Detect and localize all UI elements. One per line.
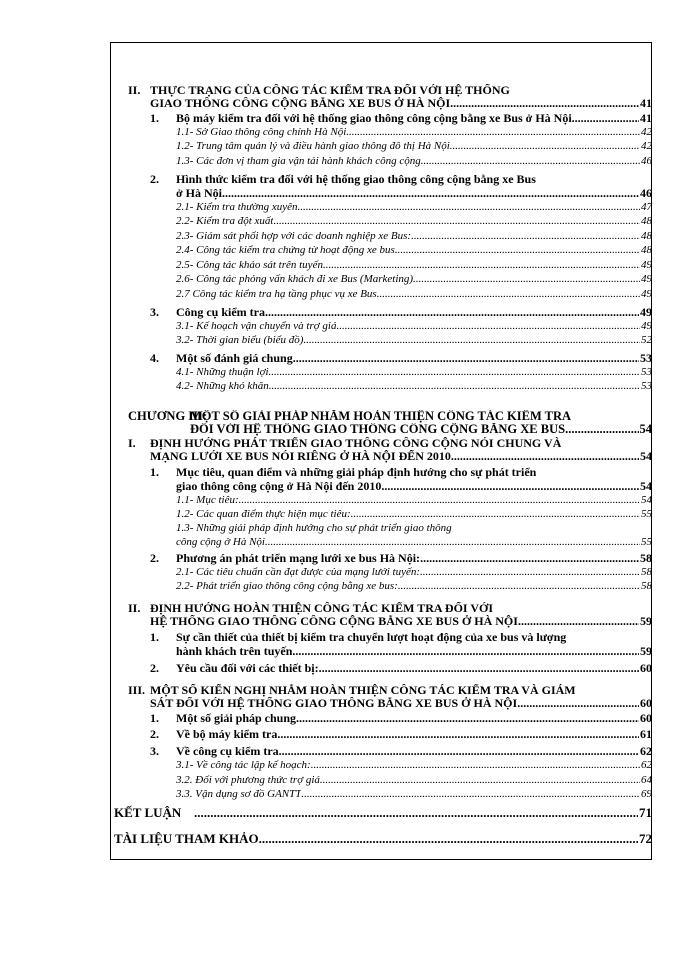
toc-subentry-cont: công cộng ở Hà Nội ..... 55 xyxy=(176,536,652,549)
toc-entry-cont: hành khách trên tuyến ..... 59 xyxy=(176,645,652,658)
toc-subentry: 3.2. Đối với phương thức trợ giá ..... 64 xyxy=(176,774,652,787)
toc-subentry: 2.3- Giám sát phối hợp với các doanh nghiệp xe Bus: ..... 48 xyxy=(176,230,652,243)
toc-chapter-iii: CHƯƠNG III: MỘT SỐ GIẢI PHÁP NHẰM HOÀN THIỆN CÔNG TÁC KIỂM TRA xyxy=(128,409,572,423)
toc-references: TÀI LIỆU THAM KHẢO ..... 72 xyxy=(114,831,652,846)
toc-subentry: 2.7 Công tác kiểm tra hạ tầng phục vụ xe Bus. ..... 49 xyxy=(176,288,652,301)
toc-subentry: 1.2- Các quan điểm thực hiện mục tiêu: ..... 55 xyxy=(176,508,652,521)
toc-subentry: 1.3- Các đơn vị tham gia vận tải hành khách công cộng ..... 46 xyxy=(176,155,652,168)
toc-heading-iii: III. MỘT SỐ KIẾN NGHỊ NHẰM HOÀN THIỆN CÔNG TÁC KIỂM TRA VÀ GIÁM xyxy=(128,683,576,697)
toc-entry: 1. Bộ máy kiểm tra đối với hệ thống giao thông công cộng bằng xe Bus ở Hà Nội ..... 41 xyxy=(150,112,652,125)
toc-subentry: 2.4- Công tác kiểm tra chứng từ hoạt động xe bus ..... 48 xyxy=(176,244,652,257)
toc-subentry: 1.2- Trung tâm quản lý và điều hành giao thông đô thị Hà Nội. ..... 42 xyxy=(176,140,652,153)
toc-entry: 3. Công cụ kiểm tra ..... 49 xyxy=(150,306,652,319)
toc-subentry: 1.3- Những giải pháp định hướng cho sự phát triển giao thông xyxy=(176,522,452,534)
toc-subentry: 2.2- Phát triển giao thông công cộng bằng xe bus: ..... 58 xyxy=(176,580,652,593)
toc-chapter-iii-cont: ĐỐI VỚI HỆ THỐNG GIAO THÔNG CÔNG CỘNG BẰNG XE BUS ..... 54 xyxy=(190,423,652,436)
toc-subentry: 2.6- Công tác phỏng vấn khách đi xe Bus (Marketing). ..... 49 xyxy=(176,273,652,286)
toc-subentry: 1.1- Sở Giao thông công chính Hà Nội ..... 42 xyxy=(176,126,652,139)
toc-heading-iii-cont: SÁT ĐỐI VỚI HỆ THỐNG GIAO THÔNG BẰNG XE BUS Ở HÀ NỘI ..... 60 xyxy=(150,697,652,710)
toc-entry-cont: giao thông công cộng ở Hà Nội đến 2010 ..... 54 xyxy=(176,480,652,493)
toc-subentry: 3.3. Vận dụng sơ đồ GANTT ..... 69 xyxy=(176,788,652,801)
toc-entry: 2. Yêu cầu đối với các thiết bị: ..... 60 xyxy=(150,662,652,675)
toc-subentry: 3.1- Về công tác lập kế hoạch: ..... 62 xyxy=(176,759,652,772)
toc-heading-ii: II. THỰC TRẠNG CỦA CÔNG TÁC KIỂM TRA ĐỐI VỚI HỆ THỐNG xyxy=(128,83,510,97)
toc-subentry: 2.2- Kiểm tra đột xuất ..... 48 xyxy=(176,215,652,228)
toc-subentry: 4.1- Những thuận lợi ..... 53 xyxy=(176,366,652,379)
toc-subentry: 3.1- Kế hoạch vận chuyển và trợ giá ..... 49 xyxy=(176,320,652,333)
toc-entry: 1. Mục tiêu, quan điểm và những giải pháp định hướng cho sự phát triển xyxy=(150,465,537,479)
toc-entry: 1. Sự cần thiết của thiết bị kiểm tra chuyển lượt hoạt động của xe bus và lượng xyxy=(150,630,567,644)
toc-entry: 1. Một số giải pháp chung ..... 60 xyxy=(150,712,652,725)
toc-subentry: 2.5- Công tác khảo sát trên tuyến ..... 49 xyxy=(176,259,652,272)
toc-heading-i: I. ĐỊNH HƯỚNG PHÁT TRIỂN GIAO THÔNG CÔNG CỘNG NÓI CHUNG VÀ xyxy=(128,436,562,450)
toc-entry: 2. Phương án phát triển mạng lưới xe bus Hà Nội: ..... 58 xyxy=(150,552,652,565)
toc-heading-ii-b: II. ĐỊNH HƯỚNG HOÀN THIỆN CÔNG TÁC KIỂM TRA ĐỐI VỚI xyxy=(128,601,494,615)
toc-heading-ii-cont: GIAO THÔNG CÔNG CỘNG BẰNG XE BUS Ở HÀ NỘI ..... 41 xyxy=(150,97,652,110)
toc-entry-cont: ở Hà Nội ..... 46 xyxy=(176,187,652,200)
toc-subentry: 3.2- Thời gian biểu (biểu đồ) ..... 52 xyxy=(176,334,652,347)
toc-subentry: 2.1- Kiểm tra thường xuyên ..... 47 xyxy=(176,201,652,214)
toc-subentry: 1.1- Mục tiêu: ..... 54 xyxy=(176,494,652,507)
toc-conclusion: KẾT LUẬN ..... 71 xyxy=(114,805,652,820)
toc-subentry: 4.2- Những khó khăn ..... 53 xyxy=(176,380,652,393)
toc-heading-ii-b-cont: HỆ THỐNG GIAO THÔNG CÔNG CỘNG BẰNG XE BUS Ở HÀ NỘI ..... 59 xyxy=(150,615,652,628)
toc-entry: 2. Hình thức kiểm tra đối với hệ thống giao thông công cộng bằng xe Bus xyxy=(150,172,536,186)
toc-entry: 2. Về bộ máy kiểm tra ..... 61 xyxy=(150,728,652,741)
toc-heading-i-cont: MẠNG LƯỚI XE BUS NÓI RIÊNG Ở HÀ NỘI ĐẾN 2010 ..... 54 xyxy=(150,450,652,463)
toc-subentry: 2.1- Các tiêu chuẩn cần đạt được của mạng lưới tuyến: ..... 58 xyxy=(176,566,652,579)
toc-entry: 4. Một số đánh giá chung ..... 53 xyxy=(150,352,652,365)
toc-entry: 3. Về công cụ kiểm tra ..... 62 xyxy=(150,745,652,758)
